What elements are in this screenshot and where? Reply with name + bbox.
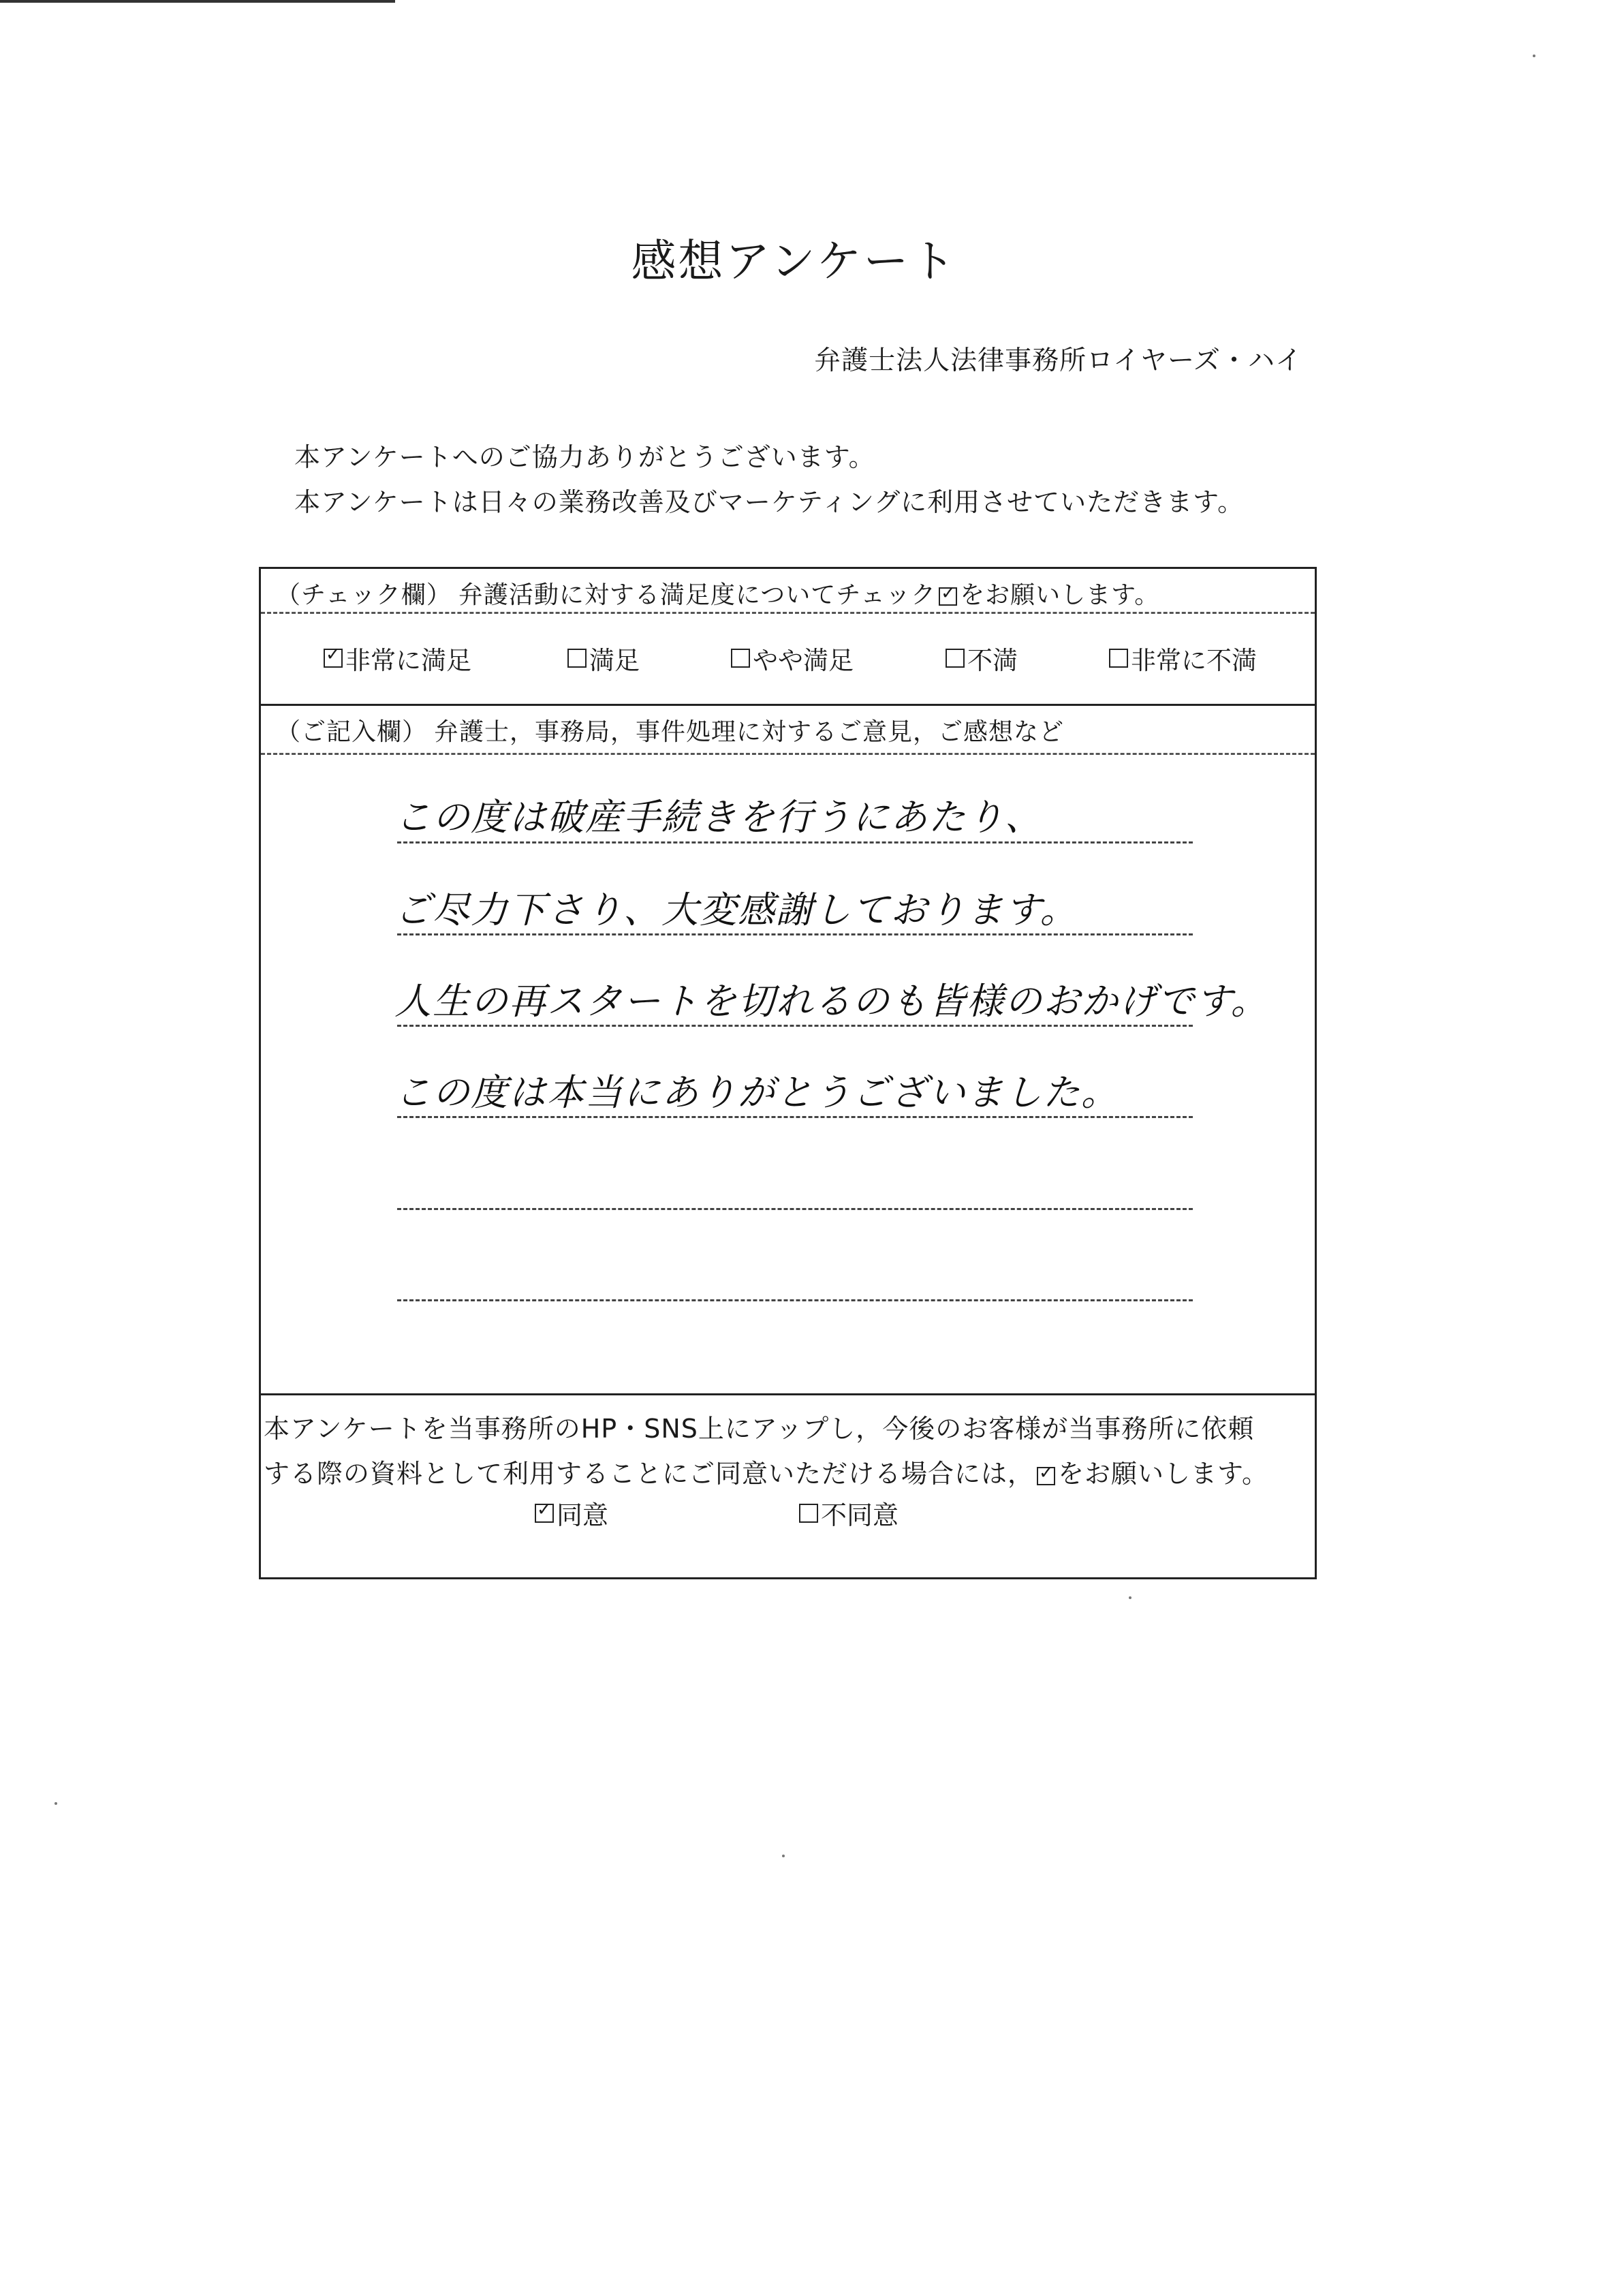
satisfaction-header (261, 569, 1315, 614)
consent-text-line-2 (264, 1453, 1268, 1490)
consent-section (261, 1393, 1315, 1577)
option-satisfied[interactable] (567, 640, 640, 677)
scan-speck (54, 1802, 57, 1805)
comments-header (261, 706, 1315, 755)
handwritten-comment-line-3: 人生の再スタートを切れるのも皆様のおかげです。 (394, 980, 1269, 1023)
survey-form (259, 567, 1317, 1579)
option-label: やや満足 (753, 646, 854, 675)
scan-speck (782, 1855, 785, 1857)
checkbox-somewhat-satisfied[interactable] (731, 649, 750, 668)
checkmark-icon: ✓ (1039, 1463, 1055, 1483)
disagree-label: 不同意 (821, 1500, 899, 1530)
comments-prompt: 弁護士，事務局，事件処理に対するご意見，ご感想など (434, 718, 1065, 746)
scan-speck (1533, 55, 1535, 57)
satisfaction-options (261, 614, 1315, 706)
comment-dashed-line (397, 1299, 1193, 1301)
handwritten-comment-line-2: ご尽力下さり、大変感謝しております。 (394, 888, 1078, 931)
option-very-satisfied[interactable] (324, 640, 471, 677)
checkbox-satisfied[interactable] (567, 649, 587, 668)
checkbox-very-dissatisfied[interactable] (1109, 649, 1128, 668)
checked-box-icon (939, 583, 957, 606)
satisfaction-prompt-end: をお願いします。 (960, 581, 1160, 609)
document-title: 感想アンケート (631, 235, 958, 288)
checkmark-icon: ✓ (941, 583, 956, 604)
satisfaction-section-label: （チェック欄） (276, 581, 452, 609)
comment-dashed-line (397, 1116, 1193, 1118)
agree-label: 同意 (557, 1500, 609, 1530)
checkbox-dissatisfied[interactable] (946, 649, 965, 668)
option-label: 非常に不満 (1131, 646, 1257, 675)
comment-dashed-line (397, 1208, 1193, 1210)
firm-name: 弁護士法人法律事務所ロイヤーズ・ハイ (814, 345, 1302, 376)
consent-text: する際の資料として利用することにご同意いただける場合には， (264, 1459, 1035, 1489)
option-label: 非常に満足 (345, 646, 471, 675)
option-very-dissatisfied[interactable] (1109, 640, 1257, 677)
checkmark-icon: ✓ (537, 1499, 552, 1520)
checkbox-very-satisfied[interactable] (324, 645, 343, 668)
scan-top-edge-line (0, 0, 395, 3)
option-somewhat-satisfied[interactable] (731, 640, 854, 677)
option-dissatisfied[interactable] (946, 640, 1018, 677)
handwritten-comment-line-1: この度は破産手続きを行うにあたり、 (394, 796, 1043, 839)
option-agree[interactable] (535, 1494, 608, 1532)
option-label: 満足 (589, 646, 640, 675)
comments-section-label: （ご記入欄） (276, 718, 428, 746)
intro-line-1: 本アンケートへのご協力ありがとうございます。 (294, 442, 875, 472)
option-label: 不満 (967, 646, 1018, 675)
option-disagree[interactable] (799, 1494, 899, 1532)
comment-dashed-line (397, 841, 1193, 843)
checkmark-icon: ✓ (326, 645, 341, 665)
checked-box-icon (1037, 1463, 1055, 1485)
consent-text-line-1: 本アンケートを当事務所のHP・SNS上にアップし，今後のお客様が当事務所に依頼 (264, 1414, 1255, 1444)
comment-dashed-line (397, 933, 1193, 935)
handwritten-comment-line-4: この度は本当にありがとうございました。 (394, 1071, 1119, 1114)
checkbox-disagree[interactable] (799, 1504, 818, 1523)
consent-text-end: をお願いします。 (1058, 1459, 1268, 1489)
satisfaction-prompt: 弁護活動に対する満足度についてチェック (458, 581, 937, 609)
comment-dashed-line (397, 1025, 1193, 1027)
checkbox-agree[interactable] (535, 1499, 554, 1523)
intro-line-2: 本アンケートは日々の業務改善及びマーケティングに利用させていただきます。 (294, 487, 1245, 517)
scan-speck (1129, 1596, 1131, 1599)
